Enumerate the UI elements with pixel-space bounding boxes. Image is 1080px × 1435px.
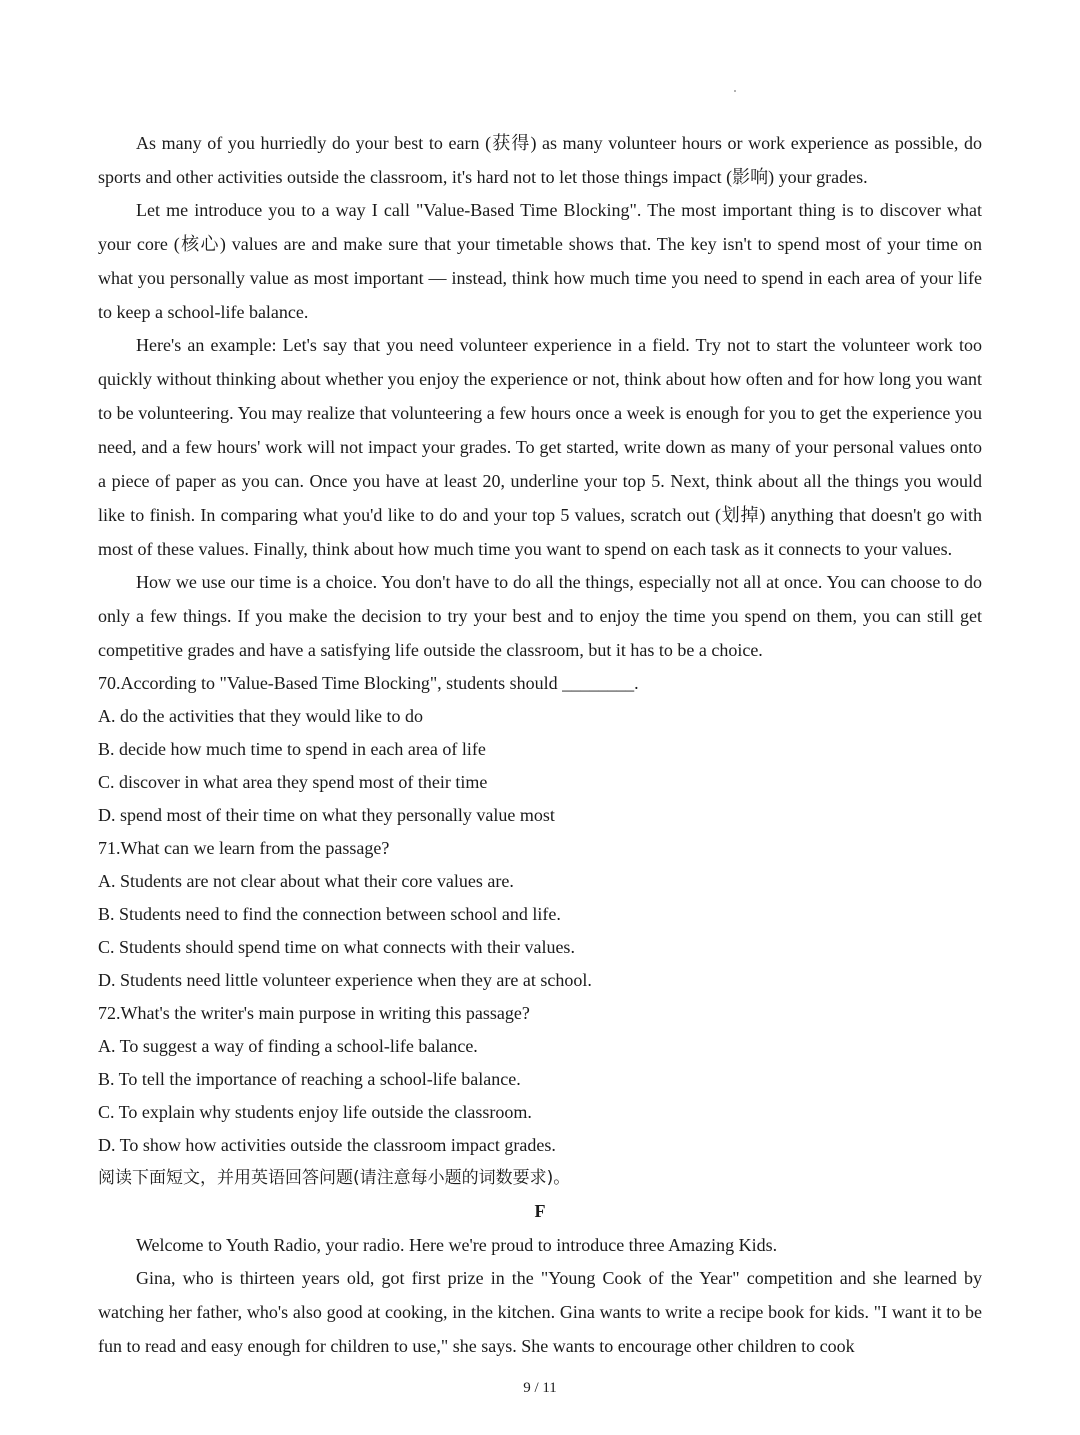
question-option: A. Students are not clear about what their core values are. xyxy=(98,871,514,891)
page-number: 9 / 11 xyxy=(523,1380,557,1396)
question-option: A. To suggest a way of finding a school-life balance. xyxy=(98,1036,478,1056)
question-option: B. Students need to find the connection between school and life. xyxy=(98,904,561,924)
section-title: F xyxy=(534,1201,546,1221)
scan-speck xyxy=(734,90,736,92)
reading-passage-e xyxy=(98,126,982,667)
passage-paragraph: Let me introduce you to a way I call "Value-Based Time Blocking". The most important thing is to discover what your core (核心) values are and make sure that your timetable shows that. The key isn't to spend most of your time on what you personally value as most important — instead, think how much time you need to spend in each area of your life to keep a school-life balance. xyxy=(98,200,982,322)
question-option: C. To explain why students enjoy life outside the classroom. xyxy=(98,1102,532,1122)
reading-passage-f xyxy=(98,1228,982,1363)
page-content xyxy=(98,126,982,1363)
question-option: C. discover in what area they spend most of their time xyxy=(98,772,488,792)
question-option: B. decide how much time to spend in each area of life xyxy=(98,739,486,759)
question-71 xyxy=(98,832,982,997)
question-stem: 71.What can we learn from the passage? xyxy=(98,838,390,858)
passage-paragraph: Gina, who is thirteen years old, got first prize in the "Young Cook of the Year" competition and she learned by watching her father, who's also good at cooking, in the kitchen. Gina wants to write a recipe book for kids. "I want it to be fun to read and easy enough for children to use," she says. She wants to encourage other children to cook xyxy=(98,1268,982,1356)
question-option: D. Students need little volunteer experience when they are at school. xyxy=(98,970,592,990)
passage-paragraph: Here's an example: Let's say that you need volunteer experience in a field. Try not to start the volunteer work too quickly without thinking about whether you enjoy the experience or not, think about how often and for how long you want to be volunteering. You may realize that volunteering a few hours once a week is enough for you to get the experience you need, and a few hours' work will not impact your grades. To get started, write down as many of your personal values onto a piece of paper as you can. Once you have at least 20, underline your top 5. Next, think about all the things you would like to finish. In comparing what you'd like to do and your top 5 values, scratch out (划掉) anything that doesn't go with most of these values. Finally, think about how much time you want to spend on each task as it connects to your values. xyxy=(98,335,982,559)
passage-paragraph: Welcome to Youth Radio, your radio. Here we're proud to introduce three Amazing Kids. xyxy=(136,1235,778,1255)
passage-paragraph: As many of you hurriedly do your best to earn (获得) as many volunteer hours or work experience as possible, do sports and other activities outside the classroom, it's hard not to let those things impact (影响) your grades. xyxy=(98,133,982,187)
question-stem: 70.According to "Value-Based Time Blocking", students should ________. xyxy=(98,673,639,693)
question-option: C. Students should spend time on what connects with their values. xyxy=(98,937,575,957)
section-instruction: 阅读下面短文，并用英语回答问题(请注意每小题的词数要求)。 xyxy=(98,1168,571,1188)
question-option: B. To tell the importance of reaching a school-life balance. xyxy=(98,1069,521,1089)
question-option: D. spend most of their time on what they personally value most xyxy=(98,805,555,825)
question-70 xyxy=(98,667,982,832)
question-option: D. To show how activities outside the classroom impact grades. xyxy=(98,1135,556,1155)
question-stem: 72.What's the writer's main purpose in writing this passage? xyxy=(98,1003,530,1023)
question-option: A. do the activities that they would like to do xyxy=(98,706,423,726)
passage-paragraph: How we use our time is a choice. You don't have to do all the things, especially not all at once. You can choose to do only a few things. If you make the decision to try your best and to enjoy the time you spend on them, you can still get competitive grades and have a satisfying life outside the classroom, but it has to be a choice. xyxy=(98,572,982,660)
question-72 xyxy=(98,997,982,1162)
